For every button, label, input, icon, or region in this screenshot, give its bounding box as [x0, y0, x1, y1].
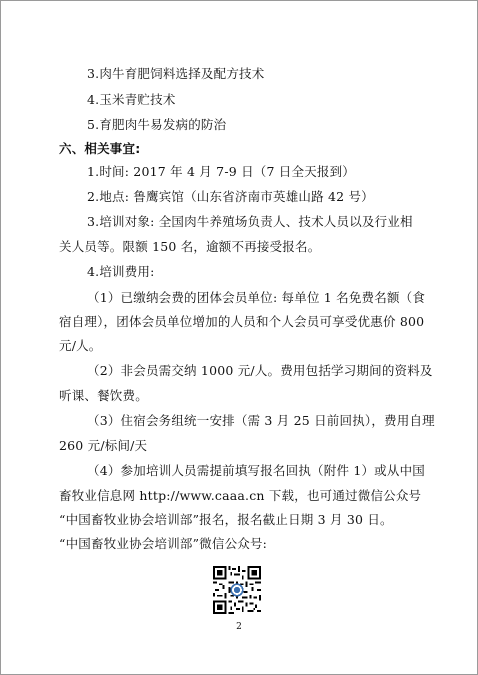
audience-line-cont: 关人员等。限额 150 名，逾额不再接受报名。	[59, 239, 321, 254]
fee-heading: 4.培训费用:	[87, 264, 155, 279]
fee-item-3-cont: 260 元/标间/天	[59, 438, 148, 453]
item-4-silage: 4.玉米青贮技术	[87, 92, 176, 107]
fee-item-2-cont: 听课、餐饮费。	[59, 388, 148, 403]
location-line: 2.地点: 鲁鹰宾馆（山东省济南市英雄山路 42 号）	[87, 189, 374, 204]
item-3-feed-technique: 3.肉牛育肥饲料选择及配方技术	[87, 66, 265, 81]
time-line: 1.时间: 2017 年 4 月 7-9 日（7 日全天报到）	[87, 164, 355, 179]
fee-item-4: （4）参加培训人员需提前填写报名回执（附件 1）或从中国	[87, 463, 425, 478]
fee-item-1-end: 元/人。	[59, 338, 102, 353]
audience-line: 3.培训对象: 全国肉牛养殖场负责人、技术人员以及行业相	[87, 214, 413, 229]
section-heading: 六、相关事宜:	[59, 141, 141, 156]
page-number: 2	[236, 622, 242, 632]
fee-item-1-cont: 宿自理），团体会员单位增加的人员和个人会员可享受优惠价 800	[59, 314, 425, 329]
item-5-disease: 5.育肥肉牛易发病的防治	[87, 117, 227, 132]
fee-item-4-end: “中国畜牧业协会培训部”报名，报名截止日期 3 月 30 日。	[59, 512, 393, 527]
fee-item-1: （1）已缴纳会费的团体会员单位: 每单位 1 名免费名额（食	[87, 290, 426, 305]
qr-code-icon	[213, 566, 261, 614]
fee-item-4-cont: 畜牧业信息网 http://www.caaa.cn 下载，也可通过微信公众号	[59, 488, 422, 503]
wechat-label: “中国畜牧业协会培训部”微信公众号:	[59, 536, 268, 551]
fee-item-3: （3）住宿会务组统一安排（需 3 月 25 日前回执），费用自理	[87, 413, 435, 428]
fee-item-2: （2）非会员需交纳 1000 元/人。费用包括学习期间的资料及	[87, 363, 433, 378]
